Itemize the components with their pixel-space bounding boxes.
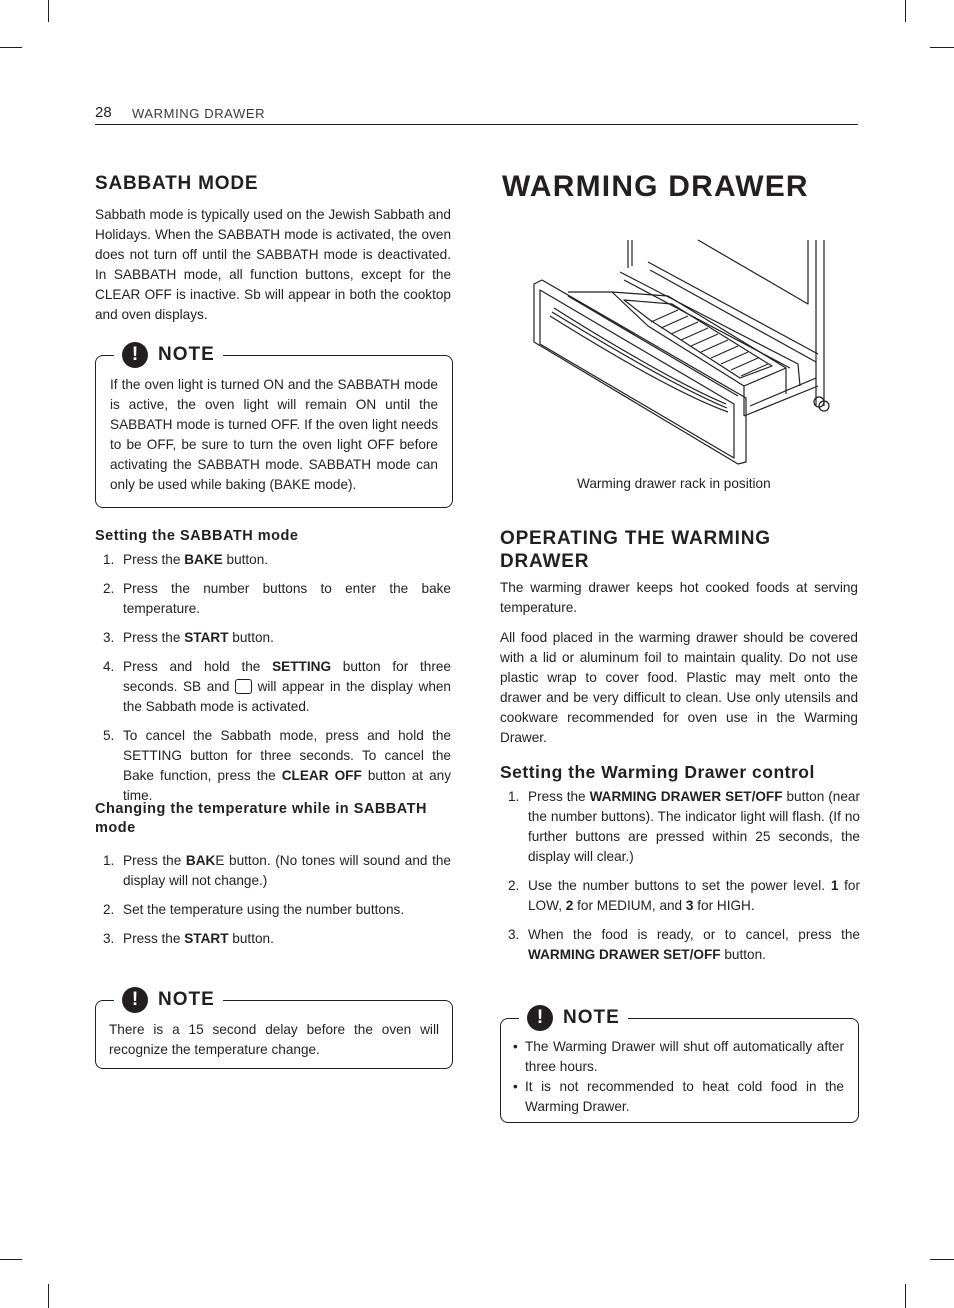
sabbath-intro: Sabbath mode is typically used on the Jewish Sabbath and Holidays. When the SABBATH mode is activated, the oven does not turn off until the SABBATH mode is deactivated. In SABBATH mode, all function buttons, except for the CLEAR OFF is inactive. Sb will appear in both the cooktop and oven displays. <box>95 207 451 322</box>
note-label: NOTE <box>563 1007 620 1028</box>
warming-drawer-title: WARMING DRAWER <box>502 170 809 203</box>
crop-mark <box>905 1284 906 1308</box>
control-steps-list <box>500 787 860 965</box>
figure-caption: Warming drawer rack in position <box>577 476 771 491</box>
crop-mark <box>0 1259 22 1260</box>
setting-sabbath-title: Setting the SABBATH mode <box>95 528 299 544</box>
changing-temp-section <box>95 800 451 949</box>
crop-mark <box>930 1259 954 1260</box>
page-number: 28 <box>95 104 112 121</box>
crop-mark <box>48 0 49 22</box>
right-column-top <box>502 170 862 204</box>
list-item: 1. Press the WARMING DRAWER SET/OFF button (near the number buttons). The indicator light will flash. (If no further buttons are pressed within 25 seconds, the display will clear.) <box>508 789 860 864</box>
left-column <box>95 172 451 325</box>
sabbath-mode-title: SABBATH MODE <box>95 173 259 194</box>
note-bullets <box>513 1037 844 1117</box>
warming-drawer-illustration <box>528 236 833 466</box>
note-box-sabbath <box>95 344 453 508</box>
note-label: NOTE <box>158 989 215 1010</box>
control-title: Setting the Warming Drawer control <box>500 762 815 782</box>
exclamation-icon: ! <box>527 1005 553 1031</box>
setting-sabbath-section <box>95 527 451 806</box>
crop-mark <box>905 0 906 22</box>
exclamation-icon: ! <box>122 342 148 368</box>
crop-mark <box>48 1284 49 1308</box>
list-item: 5. To cancel the Sabbath mode, press and hold the SETTING button for three seconds. To cancel the Bake function, press the CLEAR OFF button at any time. <box>103 728 452 803</box>
note-label: NOTE <box>158 344 215 365</box>
note-text: If the oven light is turned ON and the SABBATH mode is active, the oven light will remain ON until the SABBATH mode is turned OFF. If the oven light needs to be OFF, be sure to turn the oven light OFF before activating the SABBATH mode. SABBATH mode can only be used while baking (BAKE mode). <box>110 377 438 492</box>
list-item: 4. Press and hold the SETTING button for three seconds. SB and will appear in the display when the Sabbath mode is activated. <box>103 659 451 714</box>
note-box-delay <box>95 989 453 1069</box>
list-item: 3. When the food is ready, or to cancel, press the WARMING DRAWER SET/OFF button. <box>508 927 860 962</box>
list-item: 1. Press the BAKE button. (No tones will sound and the display will not change.) <box>103 853 451 888</box>
section-title: WARMING DRAWER <box>132 106 266 121</box>
list-item: 2. Set the temperature using the number buttons. <box>103 902 405 917</box>
list-item: 2. Press the number buttons to enter the bake temperature. <box>103 581 451 616</box>
changing-temp-title: Changing the temperature while in SABBATH mode <box>95 801 428 836</box>
crop-mark <box>0 47 22 48</box>
note-bullet: • The Warming Drawer will shut off automatically after three hours. <box>513 1039 844 1074</box>
changing-steps-list <box>95 851 451 949</box>
note-header <box>114 341 223 369</box>
list-item: 3. Press the START button. <box>103 630 274 645</box>
note-text: There is a 15 second delay before the oven will recognize the temperature change. <box>109 1022 439 1057</box>
display-symbol-icon <box>235 679 252 694</box>
operating-title: OPERATING THE WARMING DRAWER <box>500 528 771 572</box>
page-header <box>95 104 858 125</box>
list-item: 2. Use the number buttons to set the power level. 1 for LOW, 2 for MEDIUM, and 3 for HIGH. <box>508 878 861 913</box>
list-item: 3. Press the START button. <box>103 931 274 946</box>
note-header <box>519 1004 628 1032</box>
setting-steps-list <box>95 550 451 806</box>
operating-paragraph-1: The warming drawer keeps hot cooked foods at serving temperature. <box>500 580 858 615</box>
note-bullet: • It is not recommended to heat cold food in the Warming Drawer. <box>513 1079 844 1114</box>
list-item: 1. Press the BAKE button. <box>103 552 269 567</box>
operating-section <box>500 527 861 965</box>
operating-paragraph-2: All food placed in the warming drawer should be covered with a lid or aluminum foil to maintain quality. Do not use plastic wrap to cover food. Plastic may melt onto the drawer and be very difficult to clean. Use only utensils and cookware recommended for oven use in the Warming Drawer. <box>500 630 858 745</box>
note-box-warming <box>500 1007 859 1123</box>
note-header <box>114 986 223 1014</box>
crop-mark <box>930 47 954 48</box>
exclamation-icon: ! <box>122 987 148 1013</box>
